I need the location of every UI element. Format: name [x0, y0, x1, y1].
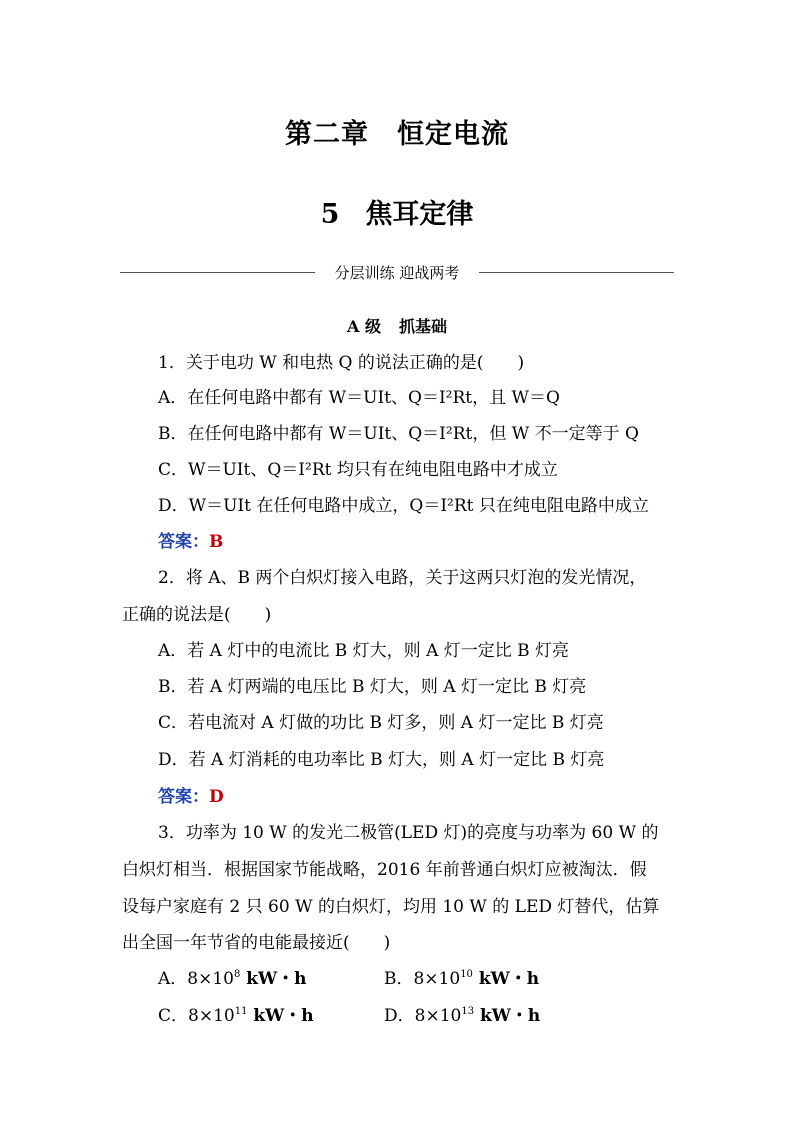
q2-option-b: B．若 A 灯两端的电压比 B 灯大，则 A 灯一定比 B 灯亮	[158, 677, 587, 697]
q3-option-c: C．$8\times 10^{11}$ kW・h	[158, 1006, 314, 1026]
banner-rule-right	[479, 272, 674, 273]
chapter-name: 恒定电流	[397, 119, 509, 150]
section-title	[0, 192, 794, 231]
q1-answer	[158, 531, 223, 553]
q2-stem-line1: 2．将 A、B 两个白炽灯接入电路，关于这两只灯泡的发光情况，	[158, 568, 647, 588]
q1-option-d: D．W＝UIt 在任何电路中成立，Q＝I²Rt 只在纯电阻电路中成立	[158, 496, 649, 516]
q2-answer-value: D	[209, 787, 224, 807]
q2-answer-label: 答案：	[158, 787, 209, 807]
q3-option-d: D．$8\times 10^{13}$ kW・h	[384, 1006, 541, 1026]
q3-stem-line3: 设每户家庭有 2 只 60 W 的白炽灯，均用 10 W 的 LED 灯替代，估算	[122, 897, 660, 917]
q2-answer	[158, 786, 224, 808]
q2-stem-line2: 正确的说法是( )	[122, 605, 272, 625]
q3-stem-line4: 出全国一年节省的电能最接近( )	[122, 933, 391, 953]
chapter-title	[0, 112, 794, 151]
q1-answer-value: B	[209, 532, 224, 552]
q2-option-a: A．若 A 灯中的电流比 B 灯大，则 A 灯一定比 B 灯亮	[158, 641, 570, 661]
section-name: 焦耳定律	[365, 199, 474, 230]
q3-option-a: A．$8\times 10^8$ kW・h	[158, 969, 307, 989]
q2-option-c: C．若电流对 A 灯做的功比 B 灯多，则 A 灯一定比 B 灯亮	[158, 713, 604, 733]
level-name: 抓基础	[398, 317, 447, 336]
banner-text: 分层训练 迎战两考	[334, 264, 460, 282]
section-number: 5	[320, 199, 340, 230]
banner-rule-left	[120, 272, 315, 273]
q1-option-a: A．在任何电路中都有 W＝UIt、Q＝I²Rt，且 W＝Q	[158, 388, 560, 408]
q1-answer-label: 答案：	[158, 532, 209, 552]
q1-option-b: B．在任何电路中都有 W＝UIt、Q＝I²Rt，但 W 不一定等于 Q	[158, 424, 639, 444]
q3-stem-line2: 白炽灯相当．根据国家节能战略，2016 年前普通白炽灯应被淘汰．假	[122, 860, 647, 880]
level-heading	[0, 314, 794, 337]
q3-option-b: B．$8\times 10^{10}$ kW・h	[384, 969, 540, 989]
q1-option-c: C．W＝UIt、Q＝I²Rt 均只有在纯电阻电路中才成立	[158, 460, 558, 480]
q1-stem: 1．关于电功 W 和电热 Q 的说法正确的是( )	[158, 353, 525, 373]
section-banner	[120, 262, 674, 282]
q3-stem-line1: 3．功率为 10 W 的发光二极管(LED 灯)的亮度与功率为 60 W 的	[158, 823, 659, 843]
chapter-number: 第二章	[285, 119, 369, 150]
level-grade: A 级	[346, 317, 381, 336]
q2-option-d: D．若 A 灯消耗的电功率比 B 灯大，则 A 灯一定比 B 灯亮	[158, 750, 605, 770]
